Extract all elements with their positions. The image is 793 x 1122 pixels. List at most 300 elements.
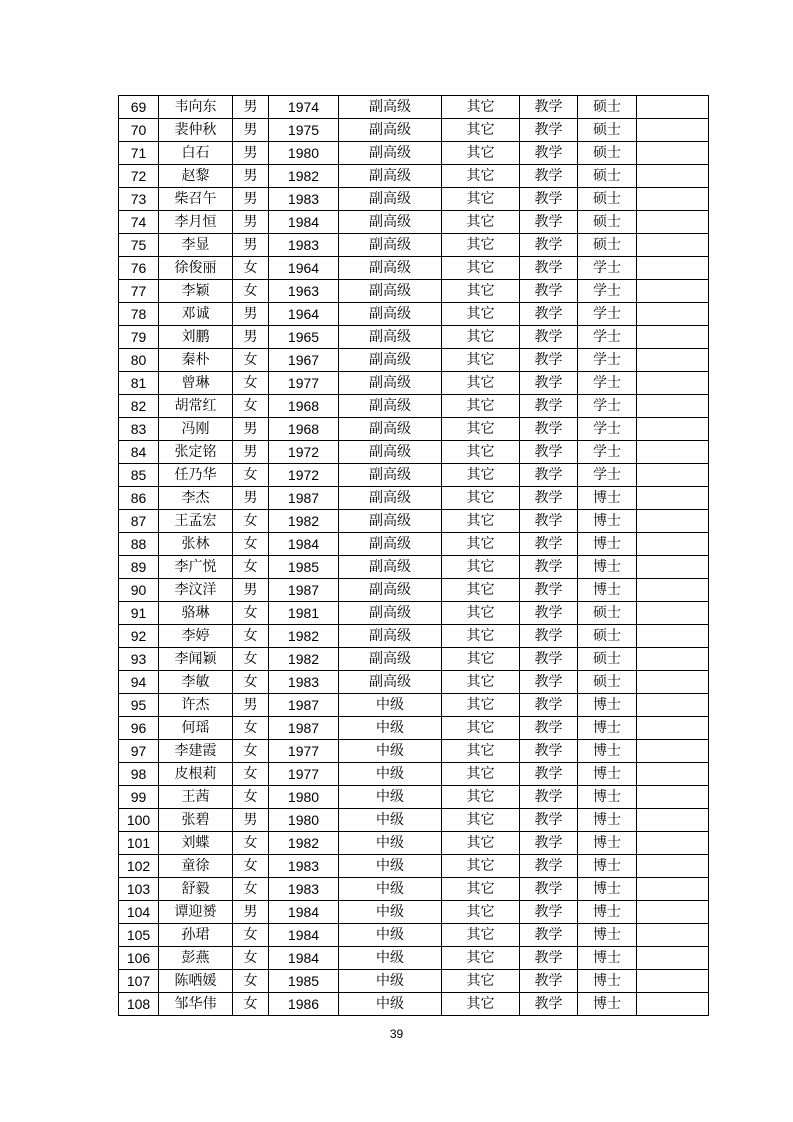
post-type-cell: 教学	[520, 395, 578, 418]
post-type-cell: 教学	[520, 234, 578, 257]
seq-cell: 86	[119, 487, 159, 510]
post-type-cell: 教学	[520, 510, 578, 533]
category-cell: 其它	[442, 372, 520, 395]
gender-cell: 女	[233, 602, 269, 625]
seq-cell: 106	[119, 947, 159, 970]
title-level-cell: 副高级	[339, 395, 442, 418]
category-cell: 其它	[442, 763, 520, 786]
gender-cell: 女	[233, 947, 269, 970]
table-row	[119, 211, 709, 234]
birth-year-cell: 1982	[269, 832, 339, 855]
degree-cell: 博士	[578, 878, 637, 901]
seq-cell: 83	[119, 418, 159, 441]
remark-cell	[637, 533, 709, 556]
title-level-cell: 中级	[339, 786, 442, 809]
remark-cell	[637, 625, 709, 648]
category-cell: 其它	[442, 280, 520, 303]
birth-year-cell: 1984	[269, 924, 339, 947]
category-cell: 其它	[442, 326, 520, 349]
seq-cell: 87	[119, 510, 159, 533]
category-cell: 其它	[442, 142, 520, 165]
category-cell: 其它	[442, 602, 520, 625]
table-row	[119, 303, 709, 326]
name-cell: 冯刚	[159, 418, 233, 441]
gender-cell: 女	[233, 510, 269, 533]
title-level-cell: 副高级	[339, 464, 442, 487]
post-type-cell: 教学	[520, 188, 578, 211]
seq-cell: 71	[119, 142, 159, 165]
category-cell: 其它	[442, 556, 520, 579]
gender-cell: 男	[233, 326, 269, 349]
gender-cell: 男	[233, 487, 269, 510]
birth-year-cell: 1984	[269, 901, 339, 924]
title-level-cell: 副高级	[339, 533, 442, 556]
category-cell: 其它	[442, 786, 520, 809]
title-level-cell: 副高级	[339, 579, 442, 602]
seq-cell: 103	[119, 878, 159, 901]
category-cell: 其它	[442, 694, 520, 717]
remark-cell	[637, 418, 709, 441]
remark-cell	[637, 970, 709, 993]
gender-cell: 女	[233, 878, 269, 901]
seq-cell: 94	[119, 671, 159, 694]
gender-cell: 女	[233, 832, 269, 855]
table-row	[119, 326, 709, 349]
birth-year-cell: 1983	[269, 878, 339, 901]
seq-cell: 80	[119, 349, 159, 372]
title-level-cell: 副高级	[339, 280, 442, 303]
degree-cell: 硕士	[578, 671, 637, 694]
gender-cell: 女	[233, 786, 269, 809]
remark-cell	[637, 832, 709, 855]
gender-cell: 女	[233, 556, 269, 579]
birth-year-cell: 1980	[269, 142, 339, 165]
table-row	[119, 395, 709, 418]
category-cell: 其它	[442, 165, 520, 188]
title-level-cell: 中级	[339, 763, 442, 786]
title-level-cell: 副高级	[339, 441, 442, 464]
name-cell: 韦向东	[159, 96, 233, 119]
post-type-cell: 教学	[520, 579, 578, 602]
degree-cell: 学士	[578, 372, 637, 395]
remark-cell	[637, 372, 709, 395]
title-level-cell: 副高级	[339, 372, 442, 395]
birth-year-cell: 1982	[269, 648, 339, 671]
remark-cell	[637, 119, 709, 142]
seq-cell: 69	[119, 96, 159, 119]
degree-cell: 学士	[578, 464, 637, 487]
gender-cell: 男	[233, 96, 269, 119]
table-row	[119, 602, 709, 625]
seq-cell: 75	[119, 234, 159, 257]
gender-cell: 女	[233, 717, 269, 740]
birth-year-cell: 1987	[269, 694, 339, 717]
post-type-cell: 教学	[520, 625, 578, 648]
title-level-cell: 中级	[339, 924, 442, 947]
seq-cell: 97	[119, 740, 159, 763]
remark-cell	[637, 441, 709, 464]
name-cell: 童徐	[159, 855, 233, 878]
degree-cell: 硕士	[578, 188, 637, 211]
gender-cell: 男	[233, 165, 269, 188]
degree-cell: 硕士	[578, 96, 637, 119]
degree-cell: 博士	[578, 993, 637, 1016]
degree-cell: 博士	[578, 970, 637, 993]
post-type-cell: 教学	[520, 855, 578, 878]
degree-cell: 博士	[578, 717, 637, 740]
birth-year-cell: 1980	[269, 809, 339, 832]
title-level-cell: 副高级	[339, 303, 442, 326]
seq-cell: 99	[119, 786, 159, 809]
gender-cell: 男	[233, 303, 269, 326]
birth-year-cell: 1986	[269, 993, 339, 1016]
degree-cell: 博士	[578, 694, 637, 717]
category-cell: 其它	[442, 418, 520, 441]
gender-cell: 女	[233, 855, 269, 878]
name-cell: 李杰	[159, 487, 233, 510]
post-type-cell: 教学	[520, 487, 578, 510]
table-row	[119, 119, 709, 142]
degree-cell: 博士	[578, 579, 637, 602]
gender-cell: 女	[233, 740, 269, 763]
birth-year-cell: 1964	[269, 303, 339, 326]
name-cell: 胡常红	[159, 395, 233, 418]
table-row	[119, 855, 709, 878]
seq-cell: 96	[119, 717, 159, 740]
category-cell: 其它	[442, 533, 520, 556]
degree-cell: 硕士	[578, 234, 637, 257]
table-row	[119, 671, 709, 694]
birth-year-cell: 1982	[269, 165, 339, 188]
title-level-cell: 副高级	[339, 165, 442, 188]
name-cell: 彭燕	[159, 947, 233, 970]
seq-cell: 89	[119, 556, 159, 579]
post-type-cell: 教学	[520, 165, 578, 188]
post-type-cell: 教学	[520, 993, 578, 1016]
post-type-cell: 教学	[520, 901, 578, 924]
post-type-cell: 教学	[520, 878, 578, 901]
gender-cell: 女	[233, 533, 269, 556]
degree-cell: 硕士	[578, 142, 637, 165]
remark-cell	[637, 556, 709, 579]
name-cell: 李建霞	[159, 740, 233, 763]
name-cell: 张碧	[159, 809, 233, 832]
table-row	[119, 142, 709, 165]
category-cell: 其它	[442, 832, 520, 855]
remark-cell	[637, 257, 709, 280]
category-cell: 其它	[442, 993, 520, 1016]
category-cell: 其它	[442, 878, 520, 901]
post-type-cell: 教学	[520, 763, 578, 786]
remark-cell	[637, 809, 709, 832]
remark-cell	[637, 165, 709, 188]
table-row	[119, 947, 709, 970]
table-row	[119, 464, 709, 487]
gender-cell: 男	[233, 694, 269, 717]
seq-cell: 72	[119, 165, 159, 188]
name-cell: 皮根莉	[159, 763, 233, 786]
seq-cell: 107	[119, 970, 159, 993]
category-cell: 其它	[442, 924, 520, 947]
category-cell: 其它	[442, 648, 520, 671]
remark-cell	[637, 395, 709, 418]
post-type-cell: 教学	[520, 832, 578, 855]
name-cell: 裴仲秋	[159, 119, 233, 142]
remark-cell	[637, 579, 709, 602]
degree-cell: 博士	[578, 924, 637, 947]
post-type-cell: 教学	[520, 947, 578, 970]
degree-cell: 博士	[578, 855, 637, 878]
birth-year-cell: 1980	[269, 786, 339, 809]
gender-cell: 男	[233, 119, 269, 142]
title-level-cell: 中级	[339, 717, 442, 740]
remark-cell	[637, 211, 709, 234]
title-level-cell: 副高级	[339, 188, 442, 211]
title-level-cell: 中级	[339, 740, 442, 763]
category-cell: 其它	[442, 855, 520, 878]
post-type-cell: 教学	[520, 533, 578, 556]
degree-cell: 博士	[578, 556, 637, 579]
table-row	[119, 901, 709, 924]
remark-cell	[637, 280, 709, 303]
post-type-cell: 教学	[520, 602, 578, 625]
remark-cell	[637, 786, 709, 809]
category-cell: 其它	[442, 349, 520, 372]
name-cell: 李敏	[159, 671, 233, 694]
title-level-cell: 中级	[339, 947, 442, 970]
category-cell: 其它	[442, 901, 520, 924]
gender-cell: 女	[233, 372, 269, 395]
name-cell: 许杰	[159, 694, 233, 717]
degree-cell: 博士	[578, 763, 637, 786]
category-cell: 其它	[442, 717, 520, 740]
degree-cell: 博士	[578, 832, 637, 855]
category-cell: 其它	[442, 740, 520, 763]
gender-cell: 女	[233, 257, 269, 280]
degree-cell: 硕士	[578, 119, 637, 142]
seq-cell: 95	[119, 694, 159, 717]
name-cell: 李月恒	[159, 211, 233, 234]
post-type-cell: 教学	[520, 648, 578, 671]
birth-year-cell: 1977	[269, 372, 339, 395]
gender-cell: 男	[233, 142, 269, 165]
gender-cell: 男	[233, 809, 269, 832]
table-row	[119, 809, 709, 832]
birth-year-cell: 1983	[269, 671, 339, 694]
gender-cell: 男	[233, 234, 269, 257]
category-cell: 其它	[442, 211, 520, 234]
birth-year-cell: 1987	[269, 717, 339, 740]
birth-year-cell: 1985	[269, 556, 339, 579]
table-row	[119, 694, 709, 717]
category-cell: 其它	[442, 809, 520, 832]
birth-year-cell: 1982	[269, 510, 339, 533]
degree-cell: 学士	[578, 326, 637, 349]
birth-year-cell: 1984	[269, 533, 339, 556]
name-cell: 张定铭	[159, 441, 233, 464]
category-cell: 其它	[442, 671, 520, 694]
title-level-cell: 中级	[339, 993, 442, 1016]
gender-cell: 男	[233, 579, 269, 602]
post-type-cell: 教学	[520, 96, 578, 119]
post-type-cell: 教学	[520, 142, 578, 165]
title-level-cell: 副高级	[339, 556, 442, 579]
name-cell: 舒毅	[159, 878, 233, 901]
table-row	[119, 349, 709, 372]
gender-cell: 女	[233, 970, 269, 993]
table-row	[119, 740, 709, 763]
post-type-cell: 教学	[520, 717, 578, 740]
seq-cell: 91	[119, 602, 159, 625]
seq-cell: 93	[119, 648, 159, 671]
post-type-cell: 教学	[520, 924, 578, 947]
birth-year-cell: 1977	[269, 740, 339, 763]
table-row	[119, 970, 709, 993]
title-level-cell: 副高级	[339, 487, 442, 510]
post-type-cell: 教学	[520, 119, 578, 142]
birth-year-cell: 1972	[269, 464, 339, 487]
name-cell: 李婷	[159, 625, 233, 648]
table-row	[119, 165, 709, 188]
title-level-cell: 副高级	[339, 510, 442, 533]
title-level-cell: 副高级	[339, 257, 442, 280]
table-row	[119, 441, 709, 464]
gender-cell: 男	[233, 211, 269, 234]
seq-cell: 105	[119, 924, 159, 947]
degree-cell: 学士	[578, 418, 637, 441]
name-cell: 何瑶	[159, 717, 233, 740]
degree-cell: 学士	[578, 441, 637, 464]
birth-year-cell: 1987	[269, 579, 339, 602]
title-level-cell: 副高级	[339, 625, 442, 648]
name-cell: 徐俊丽	[159, 257, 233, 280]
name-cell: 赵黎	[159, 165, 233, 188]
post-type-cell: 教学	[520, 694, 578, 717]
degree-cell: 学士	[578, 395, 637, 418]
remark-cell	[637, 349, 709, 372]
birth-year-cell: 1983	[269, 234, 339, 257]
category-cell: 其它	[442, 441, 520, 464]
seq-cell: 101	[119, 832, 159, 855]
birth-year-cell: 1975	[269, 119, 339, 142]
degree-cell: 学士	[578, 257, 637, 280]
post-type-cell: 教学	[520, 326, 578, 349]
name-cell: 李汶洋	[159, 579, 233, 602]
degree-cell: 学士	[578, 280, 637, 303]
name-cell: 邹华伟	[159, 993, 233, 1016]
category-cell: 其它	[442, 579, 520, 602]
gender-cell: 女	[233, 671, 269, 694]
degree-cell: 博士	[578, 901, 637, 924]
degree-cell: 硕士	[578, 211, 637, 234]
remark-cell	[637, 855, 709, 878]
post-type-cell: 教学	[520, 671, 578, 694]
seq-cell: 100	[119, 809, 159, 832]
name-cell: 陈哂媛	[159, 970, 233, 993]
seq-cell: 98	[119, 763, 159, 786]
table-row	[119, 372, 709, 395]
title-level-cell: 中级	[339, 694, 442, 717]
remark-cell	[637, 924, 709, 947]
name-cell: 谭迎赟	[159, 901, 233, 924]
birth-year-cell: 1985	[269, 970, 339, 993]
name-cell: 柴召午	[159, 188, 233, 211]
seq-cell: 73	[119, 188, 159, 211]
birth-year-cell: 1981	[269, 602, 339, 625]
table-row	[119, 625, 709, 648]
name-cell: 李颖	[159, 280, 233, 303]
birth-year-cell: 1984	[269, 947, 339, 970]
table-row	[119, 993, 709, 1016]
table-row	[119, 487, 709, 510]
table-row	[119, 786, 709, 809]
seq-cell: 77	[119, 280, 159, 303]
remark-cell	[637, 510, 709, 533]
category-cell: 其它	[442, 303, 520, 326]
post-type-cell: 教学	[520, 786, 578, 809]
seq-cell: 88	[119, 533, 159, 556]
remark-cell	[637, 878, 709, 901]
post-type-cell: 教学	[520, 441, 578, 464]
table-row	[119, 832, 709, 855]
birth-year-cell: 1963	[269, 280, 339, 303]
birth-year-cell: 1968	[269, 418, 339, 441]
title-level-cell: 中级	[339, 832, 442, 855]
post-type-cell: 教学	[520, 372, 578, 395]
title-level-cell: 副高级	[339, 648, 442, 671]
table-row	[119, 556, 709, 579]
name-cell: 曾琳	[159, 372, 233, 395]
name-cell: 李闻颖	[159, 648, 233, 671]
table-row	[119, 533, 709, 556]
post-type-cell: 教学	[520, 280, 578, 303]
seq-cell: 79	[119, 326, 159, 349]
post-type-cell: 教学	[520, 349, 578, 372]
category-cell: 其它	[442, 464, 520, 487]
seq-cell: 81	[119, 372, 159, 395]
degree-cell: 博士	[578, 947, 637, 970]
seq-cell: 104	[119, 901, 159, 924]
seq-cell: 82	[119, 395, 159, 418]
seq-cell: 90	[119, 579, 159, 602]
table-row	[119, 510, 709, 533]
name-cell: 王孟宏	[159, 510, 233, 533]
table-row	[119, 579, 709, 602]
degree-cell: 博士	[578, 740, 637, 763]
table-row	[119, 280, 709, 303]
birth-year-cell: 1968	[269, 395, 339, 418]
remark-cell	[637, 602, 709, 625]
seq-cell: 84	[119, 441, 159, 464]
category-cell: 其它	[442, 510, 520, 533]
gender-cell: 男	[233, 418, 269, 441]
seq-cell: 85	[119, 464, 159, 487]
name-cell: 刘鹏	[159, 326, 233, 349]
remark-cell	[637, 993, 709, 1016]
birth-year-cell: 1974	[269, 96, 339, 119]
name-cell: 李广悦	[159, 556, 233, 579]
remark-cell	[637, 142, 709, 165]
category-cell: 其它	[442, 625, 520, 648]
title-level-cell: 副高级	[339, 326, 442, 349]
degree-cell: 学士	[578, 303, 637, 326]
page-number: 39	[389, 1027, 404, 1041]
title-level-cell: 副高级	[339, 142, 442, 165]
birth-year-cell: 1982	[269, 625, 339, 648]
table-row	[119, 648, 709, 671]
title-level-cell: 副高级	[339, 119, 442, 142]
category-cell: 其它	[442, 234, 520, 257]
